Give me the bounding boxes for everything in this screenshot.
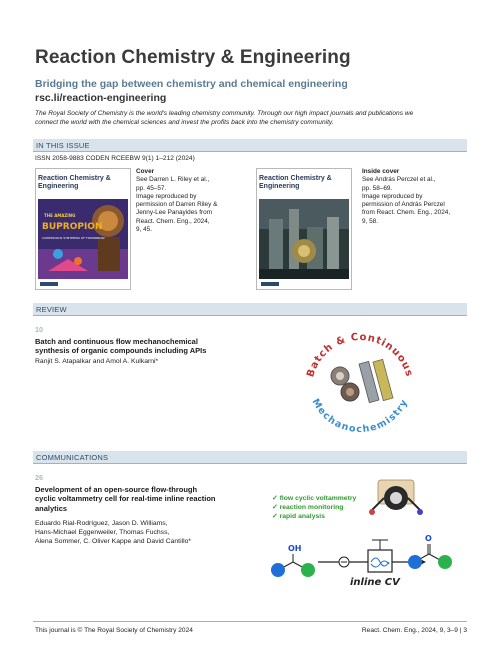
issn-line: ISSN 2058-9883 CODEN RCEEBW 9(1) 1–212 (2024) [35,155,195,162]
ketone-molecule [408,534,452,569]
communication-title[interactable]: Development of an open-source flow-through cyclic voltammetry cell for real-time inline reaction analytics [35,485,216,513]
inside-cover-artwork [259,199,349,279]
svg-text:OH: OH [288,544,302,553]
svg-text:O: O [425,534,432,543]
flow-cell-device-icon [369,480,423,515]
cover-journal-name: Reaction Chemistry & Engineering [38,175,111,190]
cover-image[interactable] [35,168,131,290]
footer-rule [33,621,467,622]
cover-artwork [38,199,128,279]
inside-cover-image[interactable] [256,168,352,290]
inside-cover-caption: Inside cover See András Perczel et al., pp. 58–69. Image reproduced by permission of András Perczel from React. Chem. Eng., 2024, 9, 58. [362,168,451,225]
footer-citation: React. Chem. Eng., 2024, 9, 3–9 | 3 [361,627,467,634]
section-rule [33,463,467,464]
check-item-reaction-monitoring: ✓ reaction monitoring [272,504,344,511]
svg-text:THE AMAZING: THE AMAZING [44,213,76,218]
section-rule [33,151,467,152]
journal-url[interactable]: rsc.li/reaction-engineering [35,92,167,104]
review-graphical-abstract [290,318,430,444]
communication-authors: Eduardo Rial-Rodríguez, Jason D. Williams, Hans-Michael Eggenweiler, Thomas Fuchss, Alena Sommer, C. Oliver Kappe and David Cantillo* [35,520,192,546]
section-header-review: REVIEW [33,303,467,315]
check-item-flow-cv: ✓ flow cyclic voltammetry [272,495,357,502]
svg-text:Mechanochemistry: Mechanochemistry [309,396,411,436]
review-title[interactable]: Batch and continuous flow mechanochemical synthesis of organic compounds including APIs [35,337,207,356]
communication-page-number: 26 [35,473,43,482]
inline-cv-label: inline CV [350,577,400,588]
svg-text:BUPROPION: BUPROPION [42,222,103,232]
journal-title: Reaction Chemistry & Engineering [35,47,351,68]
inside-cover-journal-name: Reaction Chemistry & Engineering [259,175,332,190]
communication-graphical-abstract [268,470,468,588]
check-item-rapid-analysis: ✓ rapid analysis [272,513,325,520]
svg-text:Batch & Continuous: Batch & Continuous [305,331,415,379]
section-header-in-this-issue: IN THIS ISSUE [33,139,467,151]
section-rule [33,315,467,316]
svg-text:CONTINUOUS SYNTHESIS OF TOMORR: CONTINUOUS SYNTHESIS OF TOMORROW [42,236,105,240]
cover-caption: Cover See Darren L. Riley et al., pp. 45–57. Image reproduced by permission of Darren Riley & Jenny-Lee Panayides from React. Chem. Eng., 2024, 9, 45. [136,168,218,234]
review-authors: Ranjit S. Atapalkar and Amol A. Kulkarni* [35,357,159,365]
section-header-communications: COMMUNICATIONS [33,451,467,463]
rsc-statement: The Royal Society of Chemistry is the world's leading chemistry community. Through our high impact journals and publications we connect the world with the chemical sciences and invest the profits back into the chemistry community. [35,110,414,126]
journal-tagline: Bridging the gap between chemistry and chemical engineering [35,78,348,90]
footer-copyright: This journal is © The Royal Society of Chemistry 2024 [35,627,193,634]
rsc-logo [261,282,279,286]
communication-article[interactable] [35,485,216,546]
rsc-logo [40,282,58,286]
inline-cv-flow [318,540,426,572]
review-article[interactable] [35,337,206,366]
alcohol-molecule [271,544,315,577]
review-page-number: 10 [35,325,43,334]
